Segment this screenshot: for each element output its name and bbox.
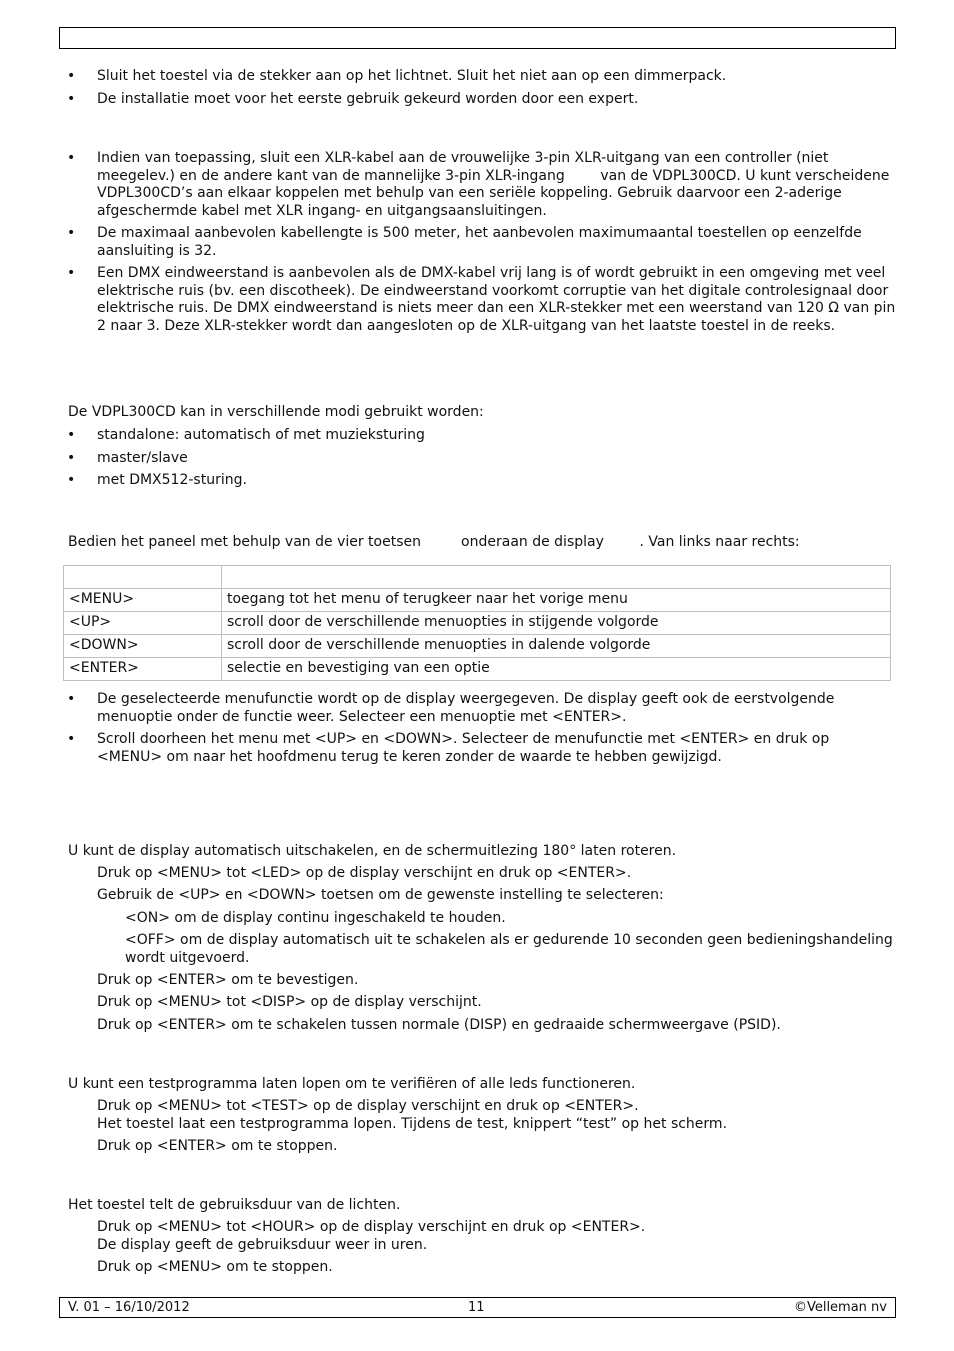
page-footer <box>59 1297 896 1318</box>
list-item: • Sluit het toestel via de stekker aan op het lichtnet. Sluit het niet aan op een dimmerpack. <box>67 68 897 86</box>
modes-intro: De VDPL300CD kan in verschillende modi gebruikt worden: <box>68 404 484 420</box>
table-cell-description: scroll door de verschillende menuopties in stijgende volgorde <box>222 612 891 635</box>
table-cell-key: <ENTER> <box>64 658 222 681</box>
test-step-1: Druk op <MENU> tot <TEST> op de display verschijnt en druk op <ENTER>. <box>97 1098 639 1114</box>
display-option-off: <OFF> om de display automatisch uit te schakelen als er gedurende 10 seconden geen bedieningshandeling wordt uitgevoerd. <box>125 932 893 966</box>
table-cell-description: toegang tot het menu of terugkeer naar het vorige menu <box>222 589 891 612</box>
display-step-5: Druk op <ENTER> om te schakelen tussen normale (DISP) en gedraaide schermweergave (PSID). <box>97 1017 781 1033</box>
table-row <box>64 635 891 658</box>
table-header-cell <box>222 566 891 589</box>
display-step-1: Druk op <MENU> tot <LED> op de display verschijnt en druk op <ENTER>. <box>97 865 632 881</box>
table-cell-key: <DOWN> <box>64 635 222 658</box>
hours-step-1: Druk op <MENU> tot <HOUR> op de display verschijnt en druk op <ENTER>. <box>97 1219 646 1235</box>
footer-version: V. 01 – 16/10/2012 <box>68 1300 190 1315</box>
panel-intro: Bedien het paneel met behulp van de vier toetsen onderaan de display . Van links naar rechts: <box>68 534 800 550</box>
hours-intro: Het toestel telt de gebruiksduur van de lichten. <box>68 1197 401 1213</box>
table-row <box>64 612 891 635</box>
footer-copyright: ©Velleman nv <box>793 1300 887 1315</box>
table-cell-key: <UP> <box>64 612 222 635</box>
table-row <box>64 658 891 681</box>
display-step-2: Gebruik de <UP> en <DOWN> toetsen om de gewenste instelling te selecteren: <box>97 887 664 903</box>
table-header-row <box>64 566 891 589</box>
list-item: • met DMX512-sturing. <box>67 472 897 490</box>
hours-step-2: Druk op <MENU> om te stoppen. <box>97 1259 333 1275</box>
power-bullet-list <box>67 68 897 113</box>
dmx-bullet-list <box>67 150 897 340</box>
table-cell-description: selectie en bevestiging van een optie <box>222 658 891 681</box>
list-item: • De installatie moet voor het eerste gebruik gekeurd worden door een expert. <box>67 91 897 109</box>
panel-bullet-list <box>67 691 897 771</box>
table-cell-key: <MENU> <box>64 589 222 612</box>
table-cell-description: scroll door de verschillende menuopties in dalende volgorde <box>222 635 891 658</box>
footer-page-number: 11 <box>468 1300 485 1315</box>
display-step-3: Druk op <ENTER> om te bevestigen. <box>97 972 359 988</box>
page-header-box <box>59 27 896 49</box>
list-item: • standalone: automatisch of met muzieksturing <box>67 427 897 445</box>
list-item: • De geselecteerde menufunctie wordt op de display weergegeven. De display geeft ook de eerstvolgende menuoptie onder de functie weer. Selecteer een menuoptie met <ENTER>. <box>67 691 897 726</box>
table-header-cell <box>64 566 222 589</box>
display-step-4: Druk op <MENU> tot <DISP> op de display verschijnt. <box>97 994 482 1010</box>
list-item: • Een DMX eindweerstand is aanbevolen als de DMX-kabel vrij lang is of wordt gebruikt in een omgeving met veel elektrische ruis (bv. een discotheek). De eindweerstand voorkomt corruptie van het digitale controlesignaal door elektrische ruis. De DMX eindweerstand is niets meer dan een XLR-stekker met een weerstand van 120 Ω van pin 2 naar 3. Deze XLR-stekker wordt dan aangesloten op de XLR-uitgang van het laatste toestel in de reeks. <box>67 265 897 335</box>
list-item: • De maximaal aanbevolen kabellengte is 500 meter, het aanbevolen maximumaantal toestellen op eenzelfde aansluiting is 32. <box>67 225 897 260</box>
display-option-on: <ON> om de display continu ingeschakeld te houden. <box>125 910 506 926</box>
hours-step-1-note: De display geeft de gebruiksduur weer in uren. <box>97 1237 428 1253</box>
key-table <box>63 565 891 681</box>
modes-bullet-list <box>67 427 897 495</box>
list-item: • Scroll doorheen het menu met <UP> en <DOWN>. Selecteer de menufunctie met <ENTER> en druk op <MENU> om naar het hoofdmenu terug te keren zonder de waarde te hebben gewijzigd. <box>67 731 897 766</box>
list-item: • Indien van toepassing, sluit een XLR-kabel aan de vrouwelijke 3-pin XLR-uitgang van een controller (niet meegelev.) en de andere kant van de mannelijke 3-pin XLR-ingang van de VDPL300CD. U kunt verscheidene VDPL300CD’s aan elkaar koppelen met behulp van een seriële koppeling. Gebruik daarvoor een 2-aderige afgeschermde kabel met XLR ingang- en uitgangsaansluitingen. <box>67 150 897 220</box>
table-row <box>64 589 891 612</box>
display-intro: U kunt de display automatisch uitschakelen, en de schermuitlezing 180° laten roteren. <box>68 843 677 859</box>
test-intro: U kunt een testprogramma laten lopen om te verifiëren of alle leds functioneren. <box>68 1076 636 1092</box>
test-step-1-note: Het toestel laat een testprogramma lopen. Tijdens de test, knippert “test” op het scherm. <box>97 1116 728 1132</box>
test-step-2: Druk op <ENTER> om te stoppen. <box>97 1138 338 1154</box>
list-item: • master/slave <box>67 450 897 468</box>
